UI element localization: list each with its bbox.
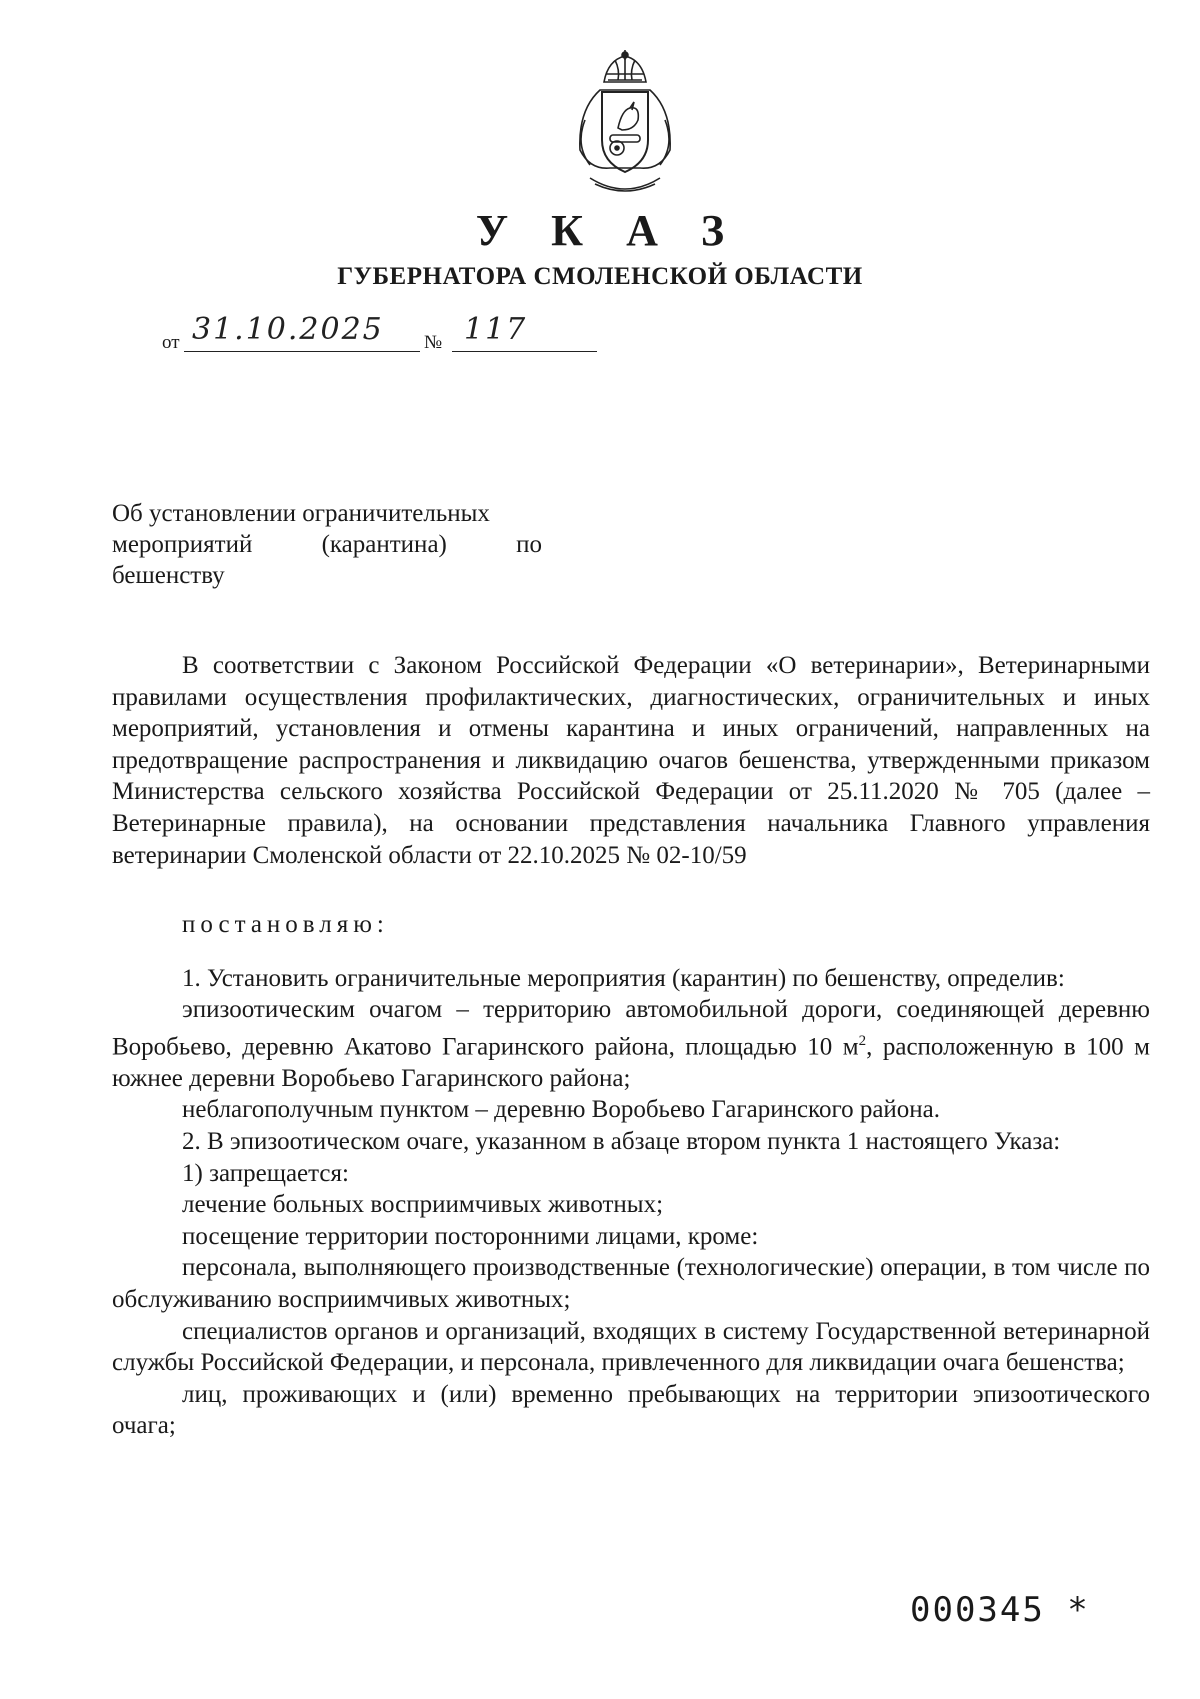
date-prefix: от — [162, 332, 180, 353]
number-prefix: № — [424, 332, 443, 353]
preamble-paragraph: В соответствии с Законом Российской Федерации «О ветеринарии», Ветеринарными правилами осуществления профилактических, диагностических, ограничительных и иных мероприятий, установления и отмены карантина и иных ограничений, направленных на предотвращение распространения и ликвидацию очагов бешенства, утвержденными приказом Министерства сельского хозяйства Российской Федерации от 25.11.2020 № 705 (далее – Ветеринарные правила), на основании представления начальника Главного управления ветеринарии Смоленской области от 22.10.2025 № 02-10/59 — [112, 652, 1150, 869]
subject-line: Об установлении ограничительных — [112, 500, 490, 527]
number-underline — [452, 351, 597, 352]
document-title: У К А З — [475, 206, 741, 255]
date-underline — [184, 351, 420, 352]
paragraph: 2. В эпизоотическом очаге, указанном в абзаце втором пункта 1 настоящего Указа: — [182, 1128, 1061, 1156]
decree-word: постановляю: — [182, 911, 389, 939]
issuer-subtitle: ГУБЕРНАТОРА СМОЛЕНСКОЙ ОБЛАСТИ — [337, 263, 863, 290]
serial-number: 000345 * — [910, 1590, 1090, 1630]
paragraph: лиц, проживающих и (или) временно пребывающих на территории эпизоотического очага; — [112, 1380, 1150, 1440]
paragraph: специалистов органов и организаций, входящих в систему Государственной ветеринарной службы Российской Федерации, и персонала, привлеченного для ликвидации очага бешенства; — [112, 1317, 1150, 1377]
coat-of-arms-smolensk-icon — [560, 50, 690, 200]
date-handwritten: 31.10.2025 — [192, 312, 384, 347]
subject-line: мероприятий (карантина) по — [112, 531, 542, 558]
subject-line: бешенству — [112, 562, 225, 589]
paragraph: лечение больных восприимчивых животных; — [182, 1191, 664, 1219]
number-handwritten: 117 — [464, 312, 528, 347]
paragraph: эпизоотическим очагом – территорию автомобильной дороги, соединяющей деревню Воробьево, деревню Акатово Гагаринского района, площадью 10 $м^2$, расположенную в 100 м южнее деревни Воробьево Гагаринского района; — [112, 996, 1150, 1092]
paragraph: посещение территории посторонними лицами, кроме: — [182, 1222, 759, 1250]
decree-subject — [112, 498, 542, 591]
decree-body — [112, 650, 1150, 1442]
paragraph: 1. Установить ограничительные мероприятия (карантин) по бешенству, определив: — [182, 964, 1065, 992]
paragraph: неблагополучным пунктом – деревню Воробьево Гагаринского района. — [182, 1096, 941, 1124]
paragraph: персонала, выполняющего производственные (технологические) операции, в том числе по обслуживанию восприимчивых животных; — [112, 1254, 1150, 1314]
paragraph: 1) запрещается: — [182, 1159, 349, 1187]
